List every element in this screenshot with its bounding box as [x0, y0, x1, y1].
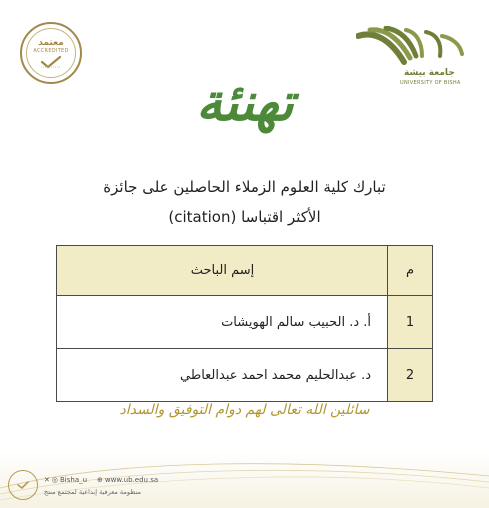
announcement-text [40, 172, 449, 232]
researcher-name: أ. د. الحبيب سالم الهويشات [57, 296, 388, 349]
seal-english-text: ACCREDITED [33, 47, 69, 54]
congratulations-title: تهنئة [196, 72, 294, 133]
row-number: 1 [388, 296, 433, 349]
instagram-icon: ◎ [51, 476, 58, 484]
social-handle[interactable] [44, 476, 87, 484]
header-number: م [388, 246, 433, 296]
footer-accreditation-seal [8, 470, 38, 500]
footer-contacts [44, 476, 158, 484]
announcement-line-2: الأكثر اقتباسا (citation) [168, 208, 321, 226]
footer-check-icon [16, 480, 30, 490]
prayer-text: سائلين الله تعالى لهم دوام التوفيق والسداد [119, 402, 370, 418]
accreditation-seal-inner [26, 28, 76, 78]
table-header-row [57, 246, 433, 296]
accreditation-seal [20, 22, 82, 84]
researchers-table [56, 245, 433, 402]
university-name-arabic: جامعة بيشة [404, 68, 455, 78]
university-name-english: UNIVERSITY OF BISHA [400, 80, 461, 86]
x-icon: ✕ [44, 476, 50, 484]
accreditation-check-icon [39, 55, 63, 69]
researcher-name: د. عبدالحليم محمد احمد عبدالعاطي [57, 349, 388, 402]
social-handle-text: Bisha_u [59, 476, 88, 484]
seal-arabic-text: معتمد [38, 37, 64, 48]
header-researcher-name: إسم الباحث [57, 246, 388, 296]
table-row [57, 349, 433, 402]
website-text: www.ub.edu.sa [104, 476, 159, 484]
table-row [57, 296, 433, 349]
row-number: 2 [388, 349, 433, 402]
footer-slogan: منظومة معرفية إبداعية لمجتمع منتج [44, 488, 141, 496]
globe-icon: ⊕ [97, 476, 103, 484]
announcement-line-1: تبارك كلية العلوم الزملاء الحاصلين على جائزة [103, 178, 386, 196]
website-link[interactable] [97, 476, 158, 484]
